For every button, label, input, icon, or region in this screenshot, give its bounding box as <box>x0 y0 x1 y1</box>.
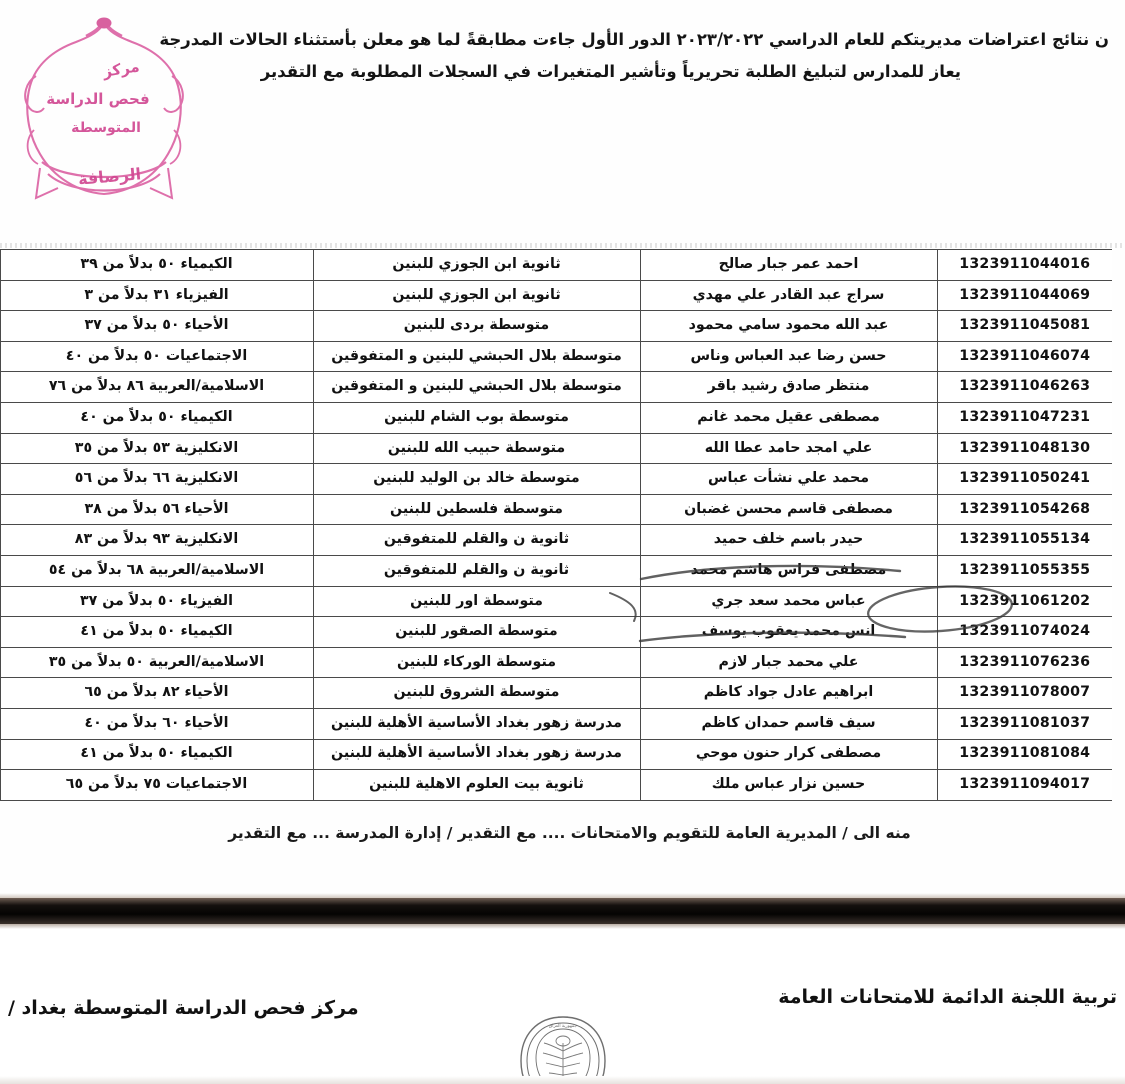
table-row <box>0 525 1112 556</box>
row-subject: الأحياء ٥٠ بدلاً من ٣٧ <box>0 311 313 342</box>
table-row <box>0 739 1112 770</box>
row-exam-id: 1323911047231 <box>937 402 1112 433</box>
row-school: ثانوية ن والقلم للمتفوقين <box>313 555 640 586</box>
row-school: ثانوية ابن الجوزي للبنين <box>313 280 640 311</box>
table-row <box>0 586 1112 617</box>
row-student: انس محمد يعقوب يوسف <box>640 617 937 648</box>
row-subject: الكيمياء ٥٠ بدلاً من ٤٠ <box>0 402 313 433</box>
results-table-body <box>0 250 1112 801</box>
table-row <box>0 647 1112 678</box>
table-row <box>0 494 1112 525</box>
table-row <box>0 708 1112 739</box>
row-subject: الكيمياء ٥٠ بدلاً من ٤١ <box>0 617 313 648</box>
next-page-heading-right: تربية اللجنة الدائمة للامتحانات العامة <box>778 986 1117 1008</box>
row-school: متوسطة الشروق للبنين <box>313 678 640 709</box>
row-exam-id: 1323911076236 <box>937 647 1112 678</box>
table-row <box>0 770 1112 801</box>
row-school: متوسطة اور للبنين <box>313 586 640 617</box>
letter-header-line-1: ن نتائج اعتراضات مديريتكم للعام الدراسي ٢٠٢٣/٢٠٢٢ الدور الأول جاءت مطابقةً لما هو معلن بأستثناء الحالات المدرجة <box>159 30 1109 49</box>
table-row <box>0 250 1112 281</box>
table-row <box>0 372 1112 403</box>
table-row <box>0 311 1112 342</box>
row-student: علي محمد جبار لازم <box>640 647 937 678</box>
table-row <box>0 555 1112 586</box>
row-student: علي امجد حامد عطا الله <box>640 433 937 464</box>
table-row <box>0 464 1112 495</box>
scan-page-gutter <box>0 898 1125 924</box>
row-student: مصطفى فراس هاشم محمد <box>640 555 937 586</box>
row-student: عبد الله محمود سامي محمود <box>640 311 937 342</box>
row-subject: الكيمياء ٥٠ بدلاً من ٣٩ <box>0 250 313 281</box>
republic-of-iraq-emblem-icon <box>497 1013 629 1084</box>
row-student: حيدر باسم خلف حميد <box>640 525 937 556</box>
row-exam-id: 1323911044016 <box>937 250 1112 281</box>
row-school: متوسطة الوركاء للبنين <box>313 647 640 678</box>
row-exam-id: 1323911081037 <box>937 708 1112 739</box>
table-row <box>0 341 1112 372</box>
table-row <box>0 617 1112 648</box>
objection-results-table-wrap <box>0 249 1112 801</box>
row-school: متوسطة بلال الحبشي للبنين و المتفوقين <box>313 341 640 372</box>
row-student: حسين نزار عباس ملك <box>640 770 937 801</box>
row-school: متوسطة حبيب الله للبنين <box>313 433 640 464</box>
svg-text:مركز: مركز <box>101 57 141 81</box>
objection-results-table <box>0 249 1112 801</box>
row-exam-id: 1323911045081 <box>937 311 1112 342</box>
row-subject: الكيمياء ٥٠ بدلاً من ٤١ <box>0 739 313 770</box>
row-school: متوسطة خالد بن الوليد للبنين <box>313 464 640 495</box>
next-page-heading-left: مركز فحص الدراسة المتوسطة بغداد / <box>8 997 359 1019</box>
footer-routing-note: منه الى / المديرية العامة للتقويم والامتحانات .... مع التقدير / إدارة المدرسة ... مع التقدير <box>228 824 911 842</box>
row-exam-id: 1323911074024 <box>937 617 1112 648</box>
row-exam-id: 1323911078007 <box>937 678 1112 709</box>
table-row <box>0 280 1112 311</box>
table-row <box>0 433 1112 464</box>
row-exam-id: 1323911081084 <box>937 739 1112 770</box>
row-subject: الاجتماعيات ٧٥ بدلاً من ٦٥ <box>0 770 313 801</box>
row-exam-id: 1323911044069 <box>937 280 1112 311</box>
row-school: متوسطة بردى للبنين <box>313 311 640 342</box>
row-subject: الأحياء ٦٠ بدلاً من ٤٠ <box>0 708 313 739</box>
row-subject: الأحياء ٨٢ بدلاً من ٦٥ <box>0 678 313 709</box>
row-subject: الاسلامية/العربية ٨٦ بدلاً من ٧٦ <box>0 372 313 403</box>
row-subject: الفيزياء ٣١ بدلاً من ٣ <box>0 280 313 311</box>
row-school: ثانوية ابن الجوزي للبنين <box>313 250 640 281</box>
row-school: متوسطة بلال الحبشي للبنين و المتفوقين <box>313 372 640 403</box>
row-student: منتظر صادق رشيد باقر <box>640 372 937 403</box>
row-exam-id: 1323911050241 <box>937 464 1112 495</box>
row-subject: الأحياء ٥٦ بدلاً من ٣٨ <box>0 494 313 525</box>
table-row <box>0 402 1112 433</box>
row-subject: الانكليزية ٦٦ بدلاً من ٥٦ <box>0 464 313 495</box>
row-student: مصطفى كرار حنون موحي <box>640 739 937 770</box>
row-school: متوسطة فلسطين للبنين <box>313 494 640 525</box>
row-subject: الانكليزية ٩٣ بدلاً من ٨٣ <box>0 525 313 556</box>
row-student: عباس محمد سعد جري <box>640 586 937 617</box>
svg-text:المتوسطة: المتوسطة <box>71 120 141 136</box>
letter-header-line-2: يعاز للمدارس لتبليغ الطلبة تحريرياً وتأشير المتغيرات في السجلات المطلوبة مع التقدير <box>260 62 961 82</box>
row-exam-id: 1323911061202 <box>937 586 1112 617</box>
row-student: سيف قاسم حمدان كاظم <box>640 708 937 739</box>
row-student: احمد عمر جبار صالح <box>640 250 937 281</box>
row-exam-id: 1323911054268 <box>937 494 1112 525</box>
row-student: مصطفى قاسم محسن غضبان <box>640 494 937 525</box>
row-school: مدرسة زهور بغداد الأساسية الأهلية للبنين <box>313 739 640 770</box>
row-exam-id: 1323911094017 <box>937 770 1112 801</box>
row-exam-id: 1323911055134 <box>937 525 1112 556</box>
scan-bottom-fade <box>0 1076 1125 1084</box>
table-row <box>0 678 1112 709</box>
row-student: محمد علي نشأت عباس <box>640 464 937 495</box>
row-school: ثانوية ن والقلم للمتفوقين <box>313 525 640 556</box>
row-exam-id: 1323911046074 <box>937 341 1112 372</box>
scan-noise-band <box>0 243 1125 248</box>
row-exam-id: 1323911046263 <box>937 372 1112 403</box>
svg-text:الرصافة: الرصافة <box>77 164 142 189</box>
scanned-sheet-2 <box>0 929 1125 1084</box>
letter-header-text <box>0 24 1125 88</box>
svg-text:جمهورية العراق: جمهورية العراق <box>548 1024 577 1029</box>
row-school: متوسطة بوب الشام للبنين <box>313 402 640 433</box>
row-student: مصطفى عقيل محمد غانم <box>640 402 937 433</box>
row-subject: الاسلامية/العربية ٥٠ بدلاً من ٣٥ <box>0 647 313 678</box>
row-school: ثانوية بيت العلوم الاهلية للبنين <box>313 770 640 801</box>
row-subject: الفيزياء ٥٠ بدلاً من ٣٧ <box>0 586 313 617</box>
row-exam-id: 1323911048130 <box>937 433 1112 464</box>
svg-text:فحص الدراسة: فحص الدراسة <box>46 90 150 108</box>
row-student: ابراهيم عادل جواد كاظم <box>640 678 937 709</box>
row-exam-id: 1323911055355 <box>937 555 1112 586</box>
row-school: متوسطة الصقور للبنين <box>313 617 640 648</box>
row-school: مدرسة زهور بغداد الأساسية الأهلية للبنين <box>313 708 640 739</box>
row-student: حسن رضا عبد العباس وناس <box>640 341 937 372</box>
row-subject: الاسلامية/العربية ٦٨ بدلاً من ٥٤ <box>0 555 313 586</box>
row-subject: الانكليزية ٥٣ بدلاً من ٣٥ <box>0 433 313 464</box>
row-subject: الاجتماعيات ٥٠ بدلاً من ٤٠ <box>0 341 313 372</box>
row-student: سراج عبد القادر علي مهدي <box>640 280 937 311</box>
